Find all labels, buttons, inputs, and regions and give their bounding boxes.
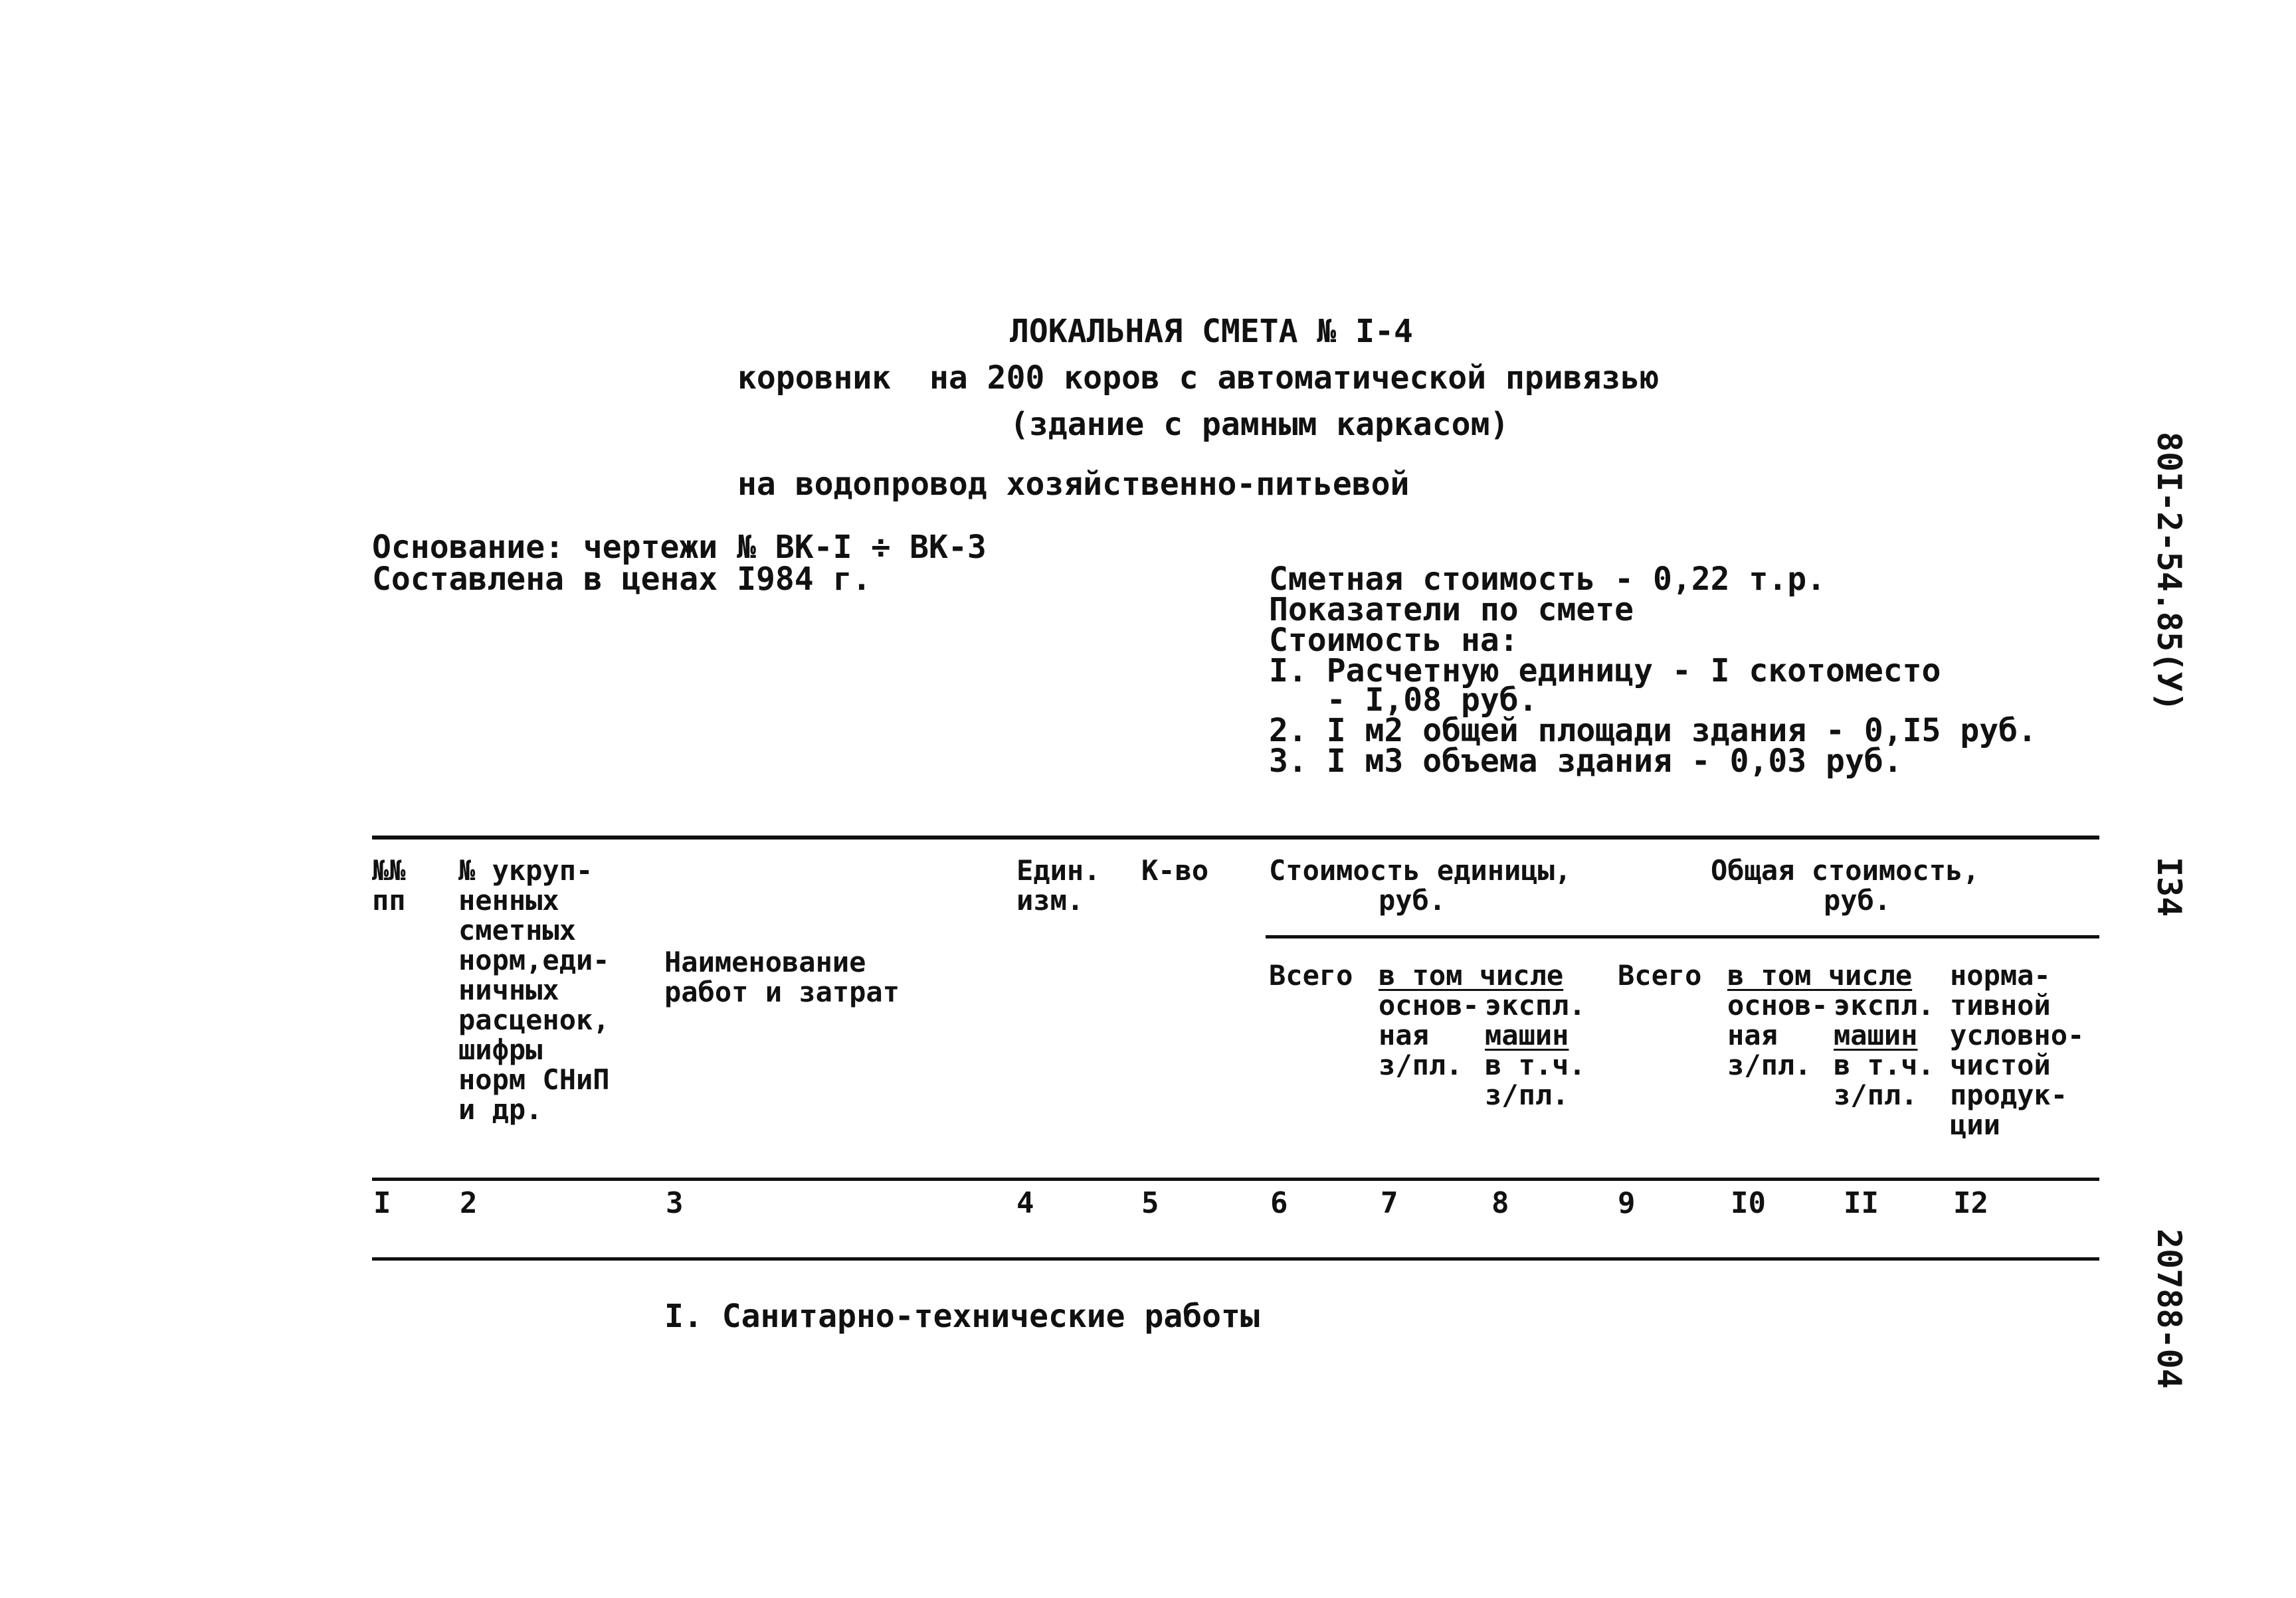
col1-header-line2: пп [372,884,406,917]
document-subtitle-system: на водопровод хозяйственно-питьевой [737,466,1410,503]
basis-prices: Составлена в ценах I984 г. [372,561,872,598]
column-number-11: II [1844,1186,1879,1220]
unit-base-wage-line3: з/пл. [1379,1049,1463,1081]
col5-header: К-во [1141,854,1209,887]
margin-archive-number: 20788-04 [2150,1229,2188,1389]
column-number-6: 6 [1270,1186,1288,1220]
column-number-4: 4 [1016,1186,1034,1220]
summary-item-1: I. Расчетную единицу - I скотоместо [1269,652,1941,689]
normative-line5: продук- [1950,1079,2068,1111]
table-header-bottom-rule [372,1178,2099,1181]
document-subtitle-building: (здание с рамным каркасом) [1010,406,1509,443]
col3-header-line1: Наименование [664,946,866,978]
column-number-3: 3 [666,1186,684,1220]
basis-drawings: Основание: чертежи № ВК-I ÷ ВК-3 [372,529,987,566]
col2-header-line6: расценок, [458,1004,610,1036]
summary-indicators: Показатели по смете [1269,591,1634,628]
col2-header-line9: и др. [458,1093,543,1126]
unit-machine-line3: в т.ч. [1485,1049,1586,1081]
col1-header-line1: №№ [372,854,406,887]
column-number-10: I0 [1731,1186,1766,1220]
normative-line2: тивной [1950,989,2051,1021]
unit-incl-header: в том числе [1379,959,1564,992]
column-number-12: I2 [1953,1186,1988,1220]
column-number-7: 7 [1381,1186,1398,1220]
column-number-2: 2 [460,1186,478,1220]
col2-header-line7: шифры [458,1033,543,1066]
normative-line3: условно- [1950,1019,2085,1051]
document-subtitle-object: коровник на 200 коров с автоматической привязью [737,359,1660,397]
col2-header-line2: ненных [458,884,559,917]
summary-item-2: 2. I м2 общей площади здания - 0,I5 руб. [1269,712,2037,749]
total-machine-line1: экспл. [1834,989,1935,1021]
normative-line1: норма- [1950,959,2051,992]
margin-doc-code: 80I-2-54.85(У) [2150,432,2188,712]
summary-item-1-value: - I,08 руб. [1269,681,1538,719]
margin-page-number: I34 [2150,857,2188,917]
normative-line6: ции [1950,1109,2000,1141]
col4-header-line1: Един. [1016,854,1101,887]
total-machine-line4: з/пл. [1834,1079,1918,1111]
total-machine-line3: в т.ч. [1834,1049,1935,1081]
col2-header-line4: норм,еди- [458,944,610,976]
col2-header-line3: сметных [458,914,577,946]
total-cost-group-line1: Общая стоимость, [1711,854,1980,887]
table-column-numbers-rule [372,1257,2099,1261]
col2-header-line8: норм СНиП [458,1063,610,1096]
total-base-wage-line1: основ- [1727,989,1828,1021]
column-number-8: 8 [1491,1186,1509,1220]
col2-header-line1: № укруп- [458,854,593,887]
unit-machine-line1: экспл. [1485,989,1586,1021]
unit-machine-line2: машин [1485,1019,1569,1051]
summary-cost-for: Стоимость на: [1269,622,1519,659]
summary-item-3: 3. I м3 объема здания - 0,03 руб. [1269,743,1903,780]
column-number-9: 9 [1618,1186,1636,1220]
col2-header-line5: ничных [458,974,559,1006]
unit-base-wage-line1: основ- [1379,989,1480,1021]
total-base-wage-line3: з/пл. [1727,1049,1812,1081]
section-title: I. Санитарно-технические работы [664,1298,1260,1335]
unit-cost-group-line2: руб. [1379,884,1446,917]
unit-total-header: Всего [1269,959,1353,992]
total-base-wage-line2: ная [1727,1019,1778,1051]
col3-header-line2: работ и затрат [664,976,900,1008]
total-cost-group-line2: руб. [1824,884,1891,917]
summary-estimated-cost: Сметная стоимость - 0,22 т.р. [1269,561,1826,598]
col4-header-line2: изм. [1016,884,1084,917]
column-number-5: 5 [1141,1186,1159,1220]
total-total-header: Всего [1618,959,1702,992]
unit-base-wage-line2: ная [1379,1019,1429,1051]
table-group-rule [1266,935,2099,938]
total-machine-line2: машин [1834,1019,1918,1051]
normative-line4: чистой [1950,1049,2051,1081]
document-title: ЛОКАЛЬНАЯ СМЕТА № I-4 [1010,313,1413,350]
unit-cost-group-line1: Стоимость единицы, [1269,854,1572,887]
table-top-rule [372,836,2099,840]
total-incl-header: в том числе [1727,959,1913,992]
column-number-1: I [373,1186,391,1220]
unit-machine-line4: з/пл. [1485,1079,1569,1111]
